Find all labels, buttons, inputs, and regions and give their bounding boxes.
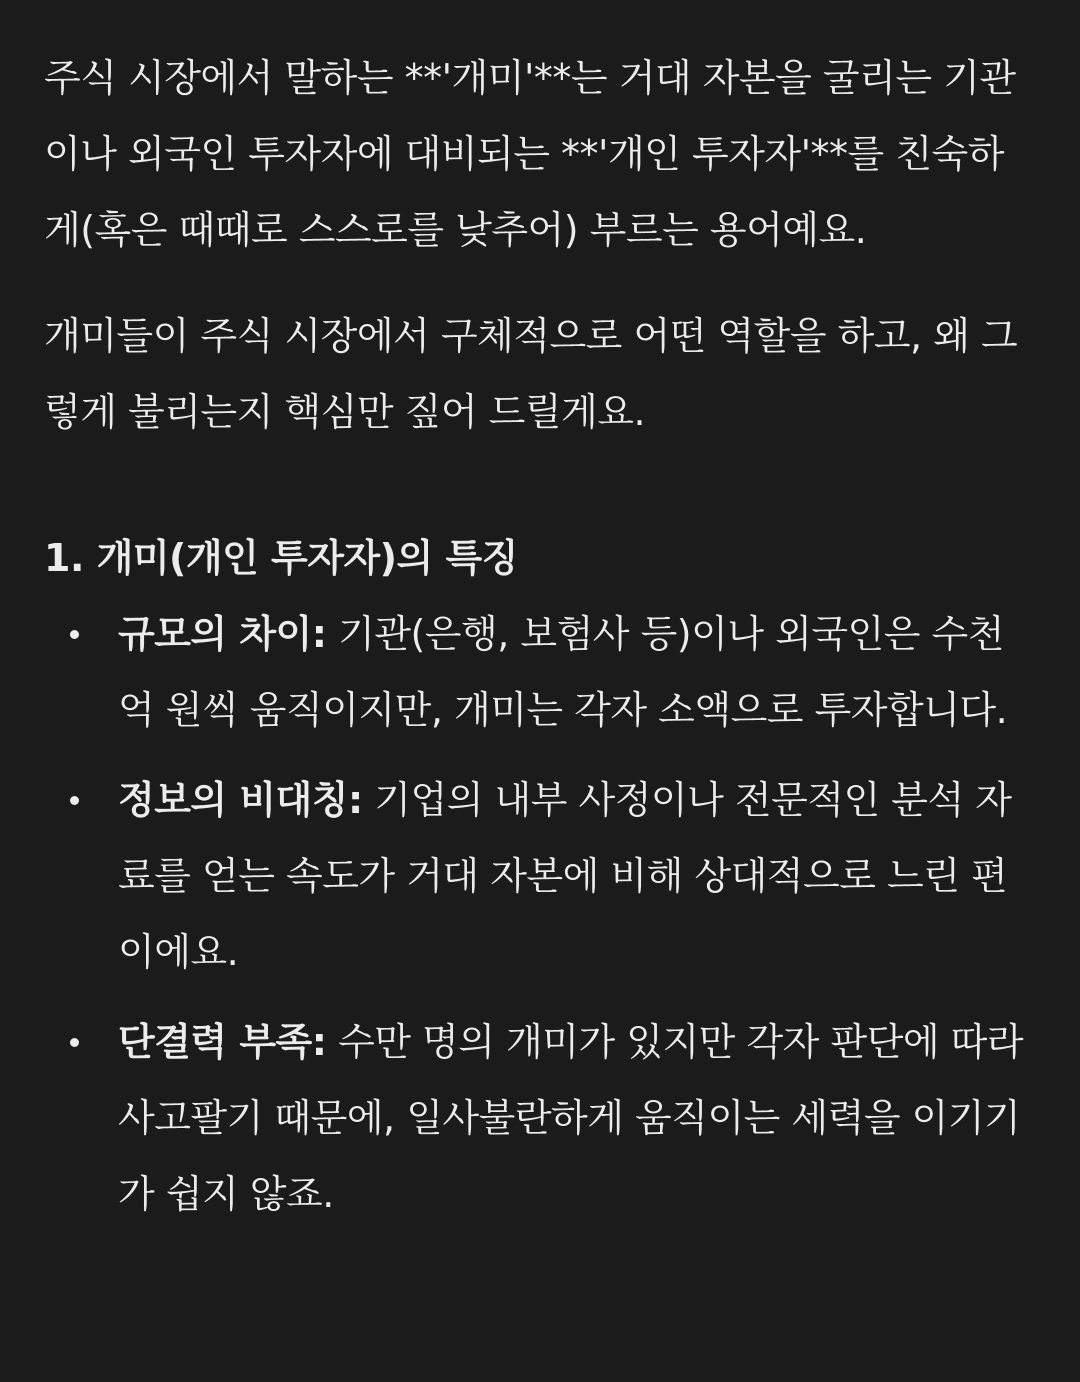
list-item xyxy=(44,762,1040,990)
bullet-dot-icon xyxy=(70,1038,79,1047)
feature-list xyxy=(44,596,1040,1232)
list-item-text: 수만 명의 개미가 있지만 각자 판단에 따라 사고팔기 때문에, 일사불란하게 움직이는 세력을 이기기가 쉽지 않죠. xyxy=(118,1020,1024,1216)
intro-paragraph-2: 개미들이 주식 시장에서 구체적으로 어떤 역할을 하고, 왜 그렇게 불리는지 핵심만 짚어 드릴게요. xyxy=(44,314,1018,434)
list-item xyxy=(44,1004,1040,1232)
bullet-dot-icon xyxy=(70,796,79,805)
list-item-title: 정보의 비대칭: xyxy=(118,778,363,822)
intro-paragraph-1: 주식 시장에서 말하는 **'개미'**는 거대 자본을 굴리는 기관이나 외국인 투자자에 대비되는 **'개인 투자자'**를 친숙하게(혹은 때때로 스스로를 낮추어) 부르는 용어예요. xyxy=(44,56,1016,252)
list-item-title: 규모의 차이: xyxy=(118,612,327,656)
list-item-title: 단결력 부족: xyxy=(118,1020,327,1064)
list-item-text: 기관(은행, 보험사 등)이나 외국인은 수천억 원씩 움직이지만, 개미는 각자 소액으로 투자합니다. xyxy=(118,612,1008,732)
section-heading: 1. 개미(개인 투자자)의 특징 xyxy=(44,536,518,580)
bullet-dot-icon xyxy=(70,630,79,639)
list-item xyxy=(44,596,1040,748)
list-item-text: 기업의 내부 사정이나 전문적인 분석 자료를 얻는 속도가 거대 자본에 비해 상대적으로 느린 편이에요. xyxy=(118,778,1012,974)
